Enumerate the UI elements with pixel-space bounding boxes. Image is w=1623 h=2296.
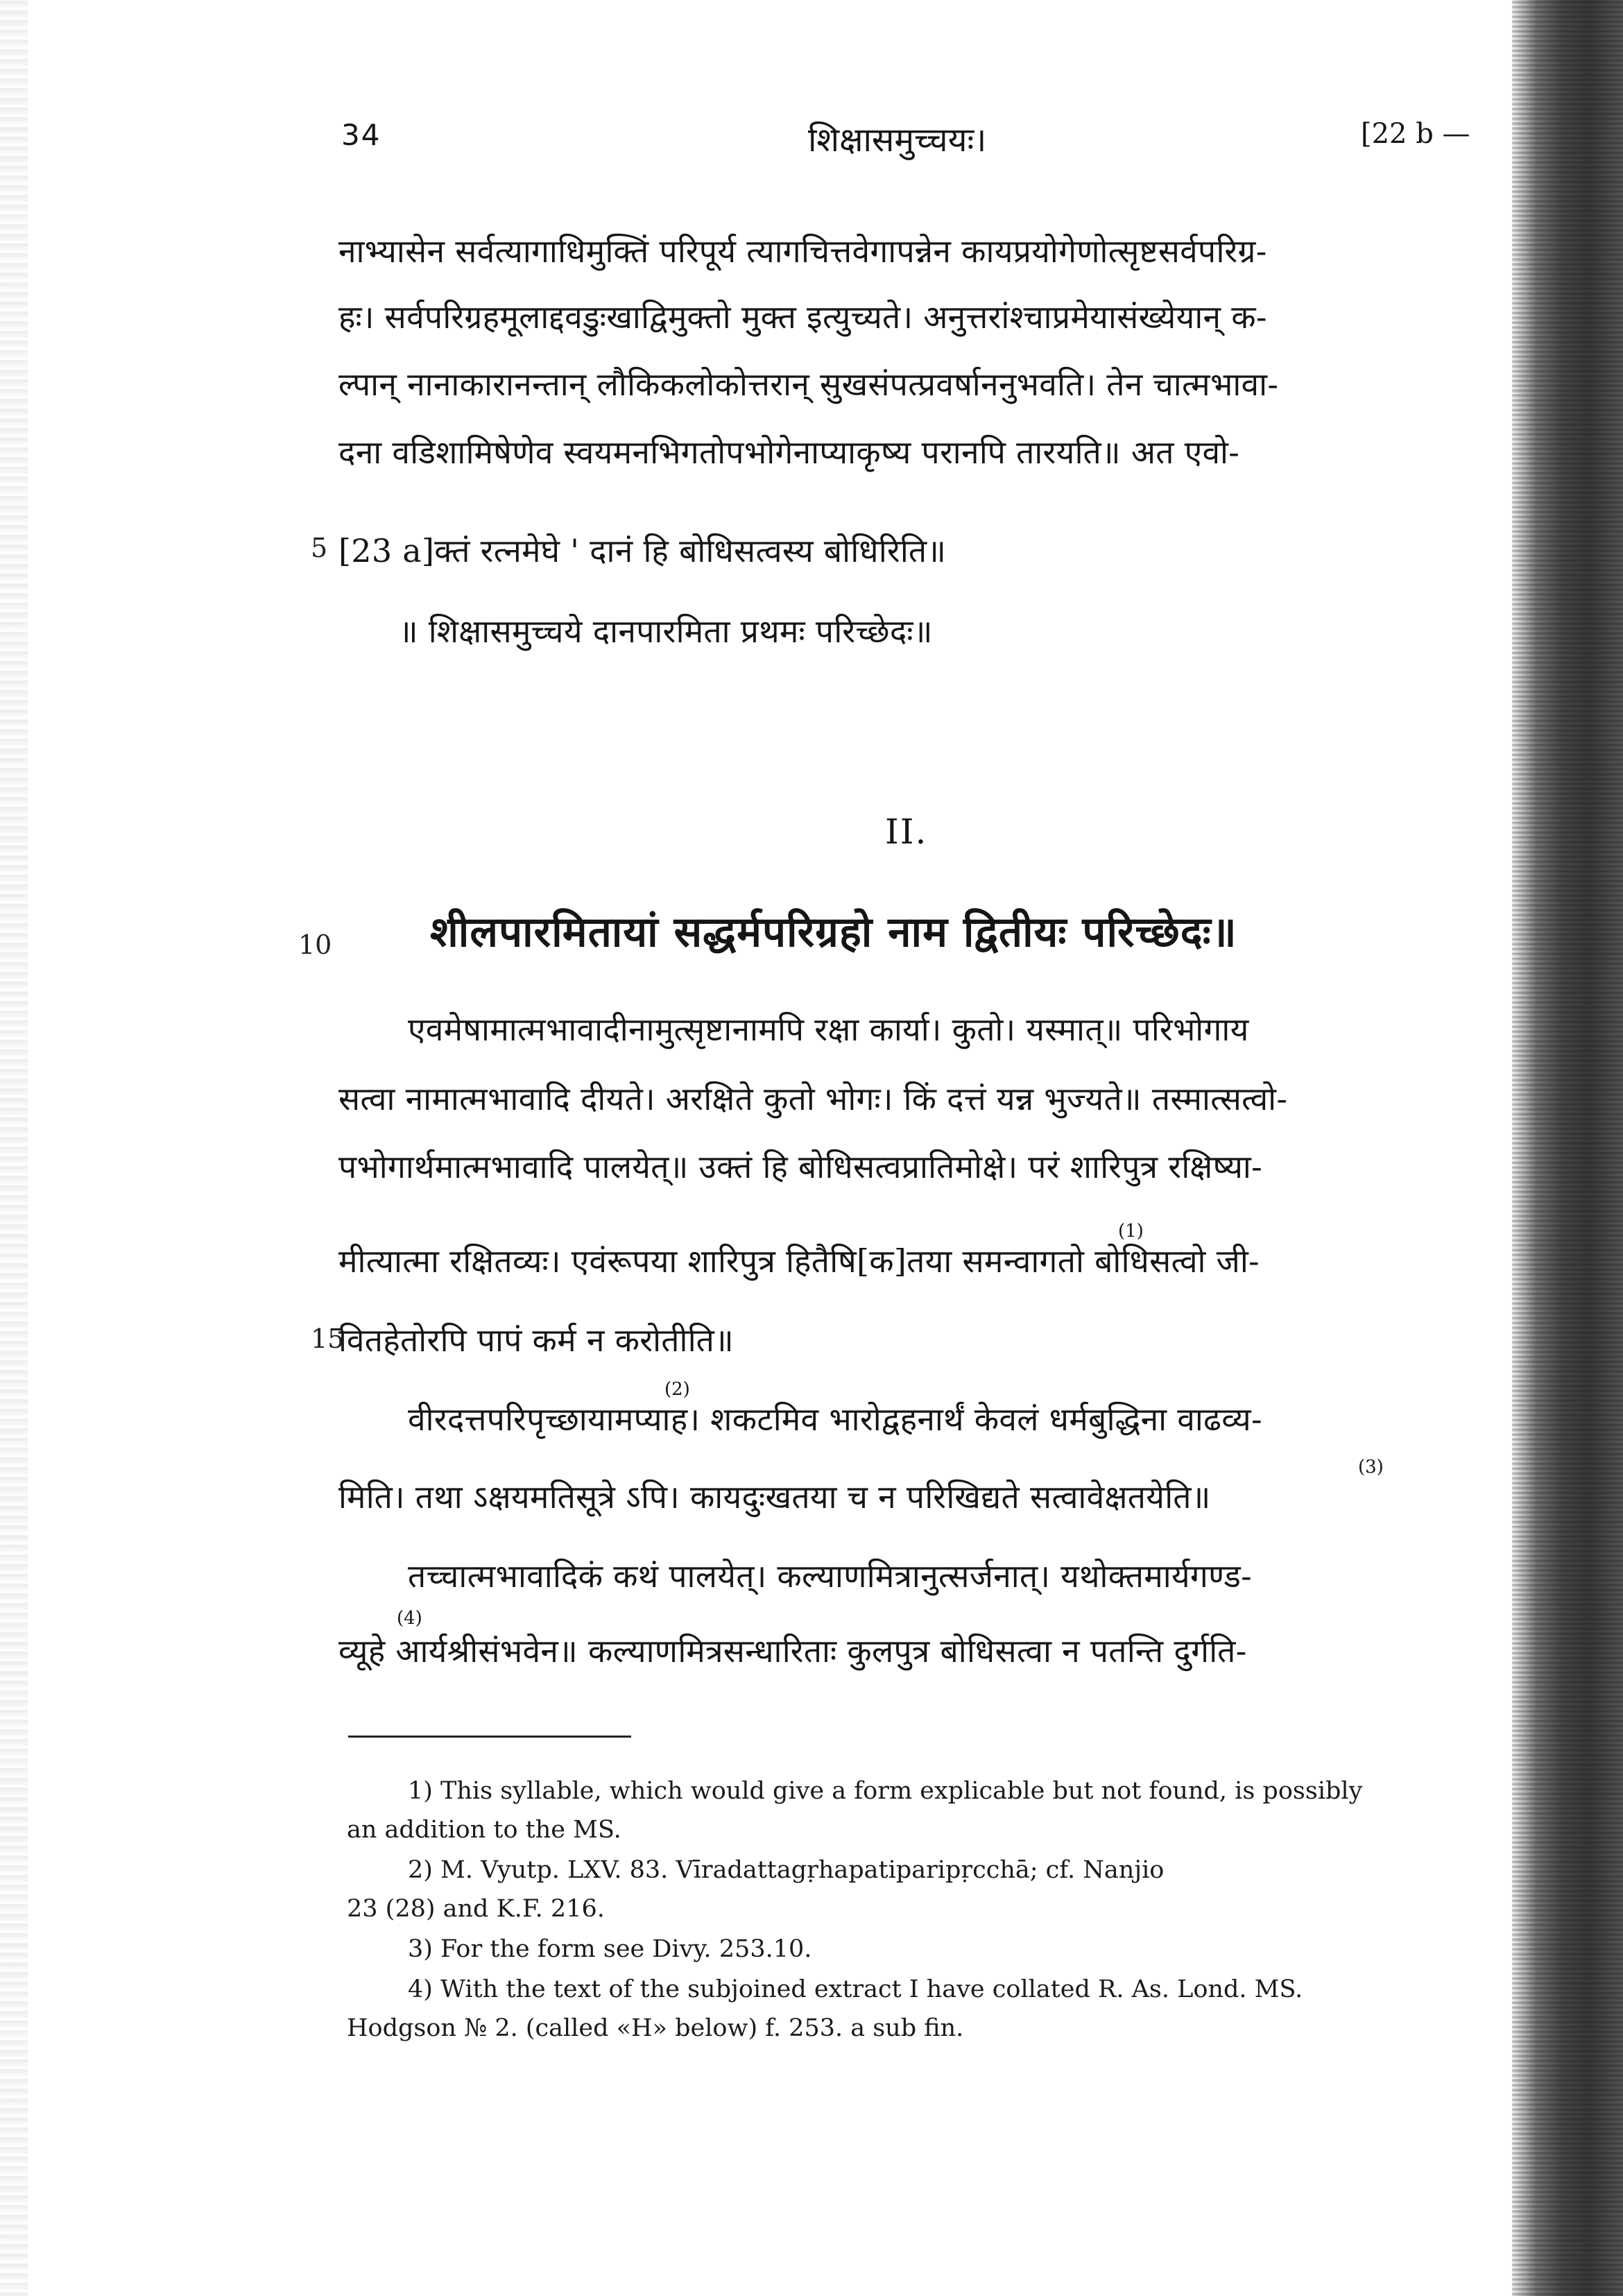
page-number: 34 (341, 118, 381, 152)
section-number: II. (885, 812, 928, 852)
text-line-5: [23 a]क्तं रत्नमेघे ' दानं हि बोधिसत्वस्य बोधिरिति॥ (338, 532, 947, 569)
text-line-13: तच्चात्मभावादिकं कथं पालयेत्। कल्याणमित्रानुत्सर्जनात्। यथोक्तमार्यगण्ड- (408, 1557, 1253, 1595)
line-number-10: 10 (298, 929, 332, 960)
footnote-marker-1: (1) (1118, 1221, 1144, 1242)
text-line-3: ल्पान् नानाकारानन्तान् लौकिकलोकोत्तरान् सुखसंपत्प्रवर्षाननुभवति। तेन चात्मभावा- (338, 366, 1279, 403)
footnote-rule (348, 1736, 631, 1738)
text-line-7: सत्वा नामात्मभावादि दीयते। अरक्षिते कुतो भोगः। किं दत्तं यन्न भुज्यते॥ तस्मात्सत्वो- (338, 1080, 1288, 1117)
text-line-12: मिति। तथा ऽक्षयमतिसूत्रे ऽपि। कायदुःखतया च न परिखिद्यते सत्वावेक्षतयेति॥ (338, 1478, 1211, 1516)
footnote-1: 1) This syllable, which would give a form explicable but not found, is possibly (408, 1777, 1363, 1805)
text-line-10: वितहेतोरपि पापं कर्म न करोतीति॥ (338, 1321, 735, 1359)
text-line-8: पभोगार्थमात्मभावादि पालयेत्॥ उक्तं हि बोधिसत्वप्रातिमोक्षे। परं शारिपुत्र रक्षिष्या- (338, 1148, 1262, 1185)
footnote-4-cont: Hodgson № 2. (called «H» below) f. 253. a sub fin. (347, 2014, 964, 2042)
text-line-9: मीत्यात्मा रक्षितव्यः। एवंरूपया शारिपुत्र हितैषि[क]तया समन्वागतो बोधिसत्वो जी- (338, 1242, 1260, 1280)
line-number-15: 15 (311, 1323, 345, 1354)
text-line-6: एवमेषामात्मभावादीनामुत्सृष्टानामपि रक्षा कार्या। कुतो। यस्मात्॥ परिभोगाय (408, 1011, 1249, 1048)
chapter-title: शीलपारमितायां सद्धर्मपरिग्रहो नाम द्वितीयः परिच्छेदः॥ (430, 908, 1237, 957)
scan-edge-right (1512, 0, 1623, 2296)
scan-edge-left (0, 0, 28, 2296)
footnote-2-cont: 23 (28) and K.F. 216. (347, 1895, 605, 1923)
text-line-14: व्यूहे आर्यश्रीसंभवेन॥ कल्याणमित्रसन्धारिताः कुलपुत्र बोधिसत्वा न पतन्ति दुर्गति- (338, 1632, 1247, 1670)
text-line-1: नाभ्यासेन सर्वत्यागाधिमुक्तिं परिपूर्य त्यागचित्तवेगापन्नेन कायप्रयोगेणोत्सृष्टसर्वपरिग्र- (338, 232, 1267, 270)
footnote-3: 3) For the form see Divy. 253.10. (408, 1935, 812, 1963)
footnote-4: 4) With the text of the subjoined extract I have collated R. As. Lond. MS. (408, 1976, 1303, 2003)
footnote-marker-4: (4) (397, 1608, 422, 1629)
folio-reference: [22 b — (1361, 118, 1470, 150)
footnote-1-cont: an addition to the MS. (347, 1816, 621, 1844)
text-line-4: दना वडिशामिषेणेव स्वयमनभिगतोपभोगेनाप्याकृष्य परानपि तारयति॥ अत एवो- (338, 434, 1240, 471)
colophon-line: ॥ शिक्षासमुच्चये दानपारमिता प्रथमः परिच्छेदः॥ (399, 612, 933, 650)
running-title: शिक्षासमुच्चयः। (808, 121, 987, 160)
line-number-5: 5 (311, 533, 328, 563)
footnote-marker-3: (3) (1358, 1457, 1384, 1477)
footnote-marker-2: (2) (664, 1379, 690, 1400)
text-line-2: हः। सर्वपरिग्रहमूलाद्दवडुःखाद्विमुक्तो मुक्त इत्युच्यते। अनुत्तरांश्चाप्रमेयासंख्येयान् क- (338, 298, 1267, 336)
footnote-2: 2) M. Vyutp. LXV. 83. Vīradattagṛhapatiparipṛcchā; cf. Nanjio (408, 1856, 1165, 1884)
text-line-11: वीरदत्तपरिपृच्छायामप्याह। शकटमिव भारोद्वहनार्थं केवलं धर्मबुद्धिना वाढव्य- (408, 1400, 1262, 1438)
